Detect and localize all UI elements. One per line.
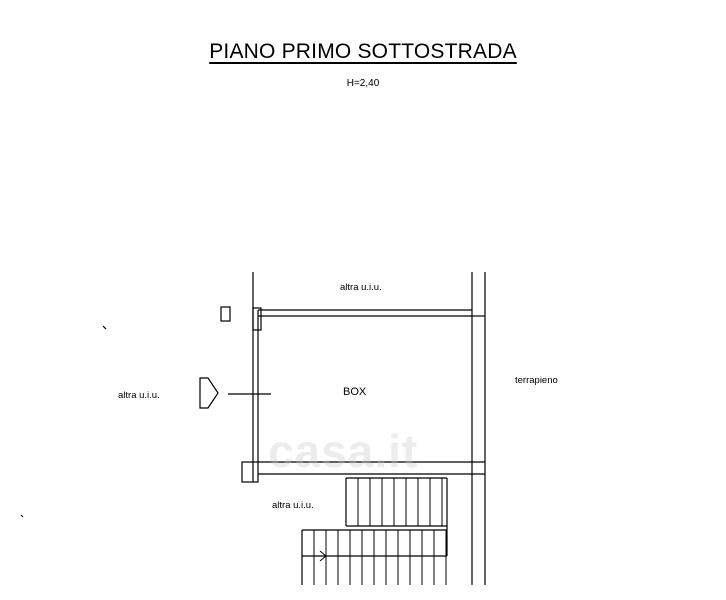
label-top-unit: altra u.i.u. [340, 282, 382, 293]
watermark: casa.it [268, 425, 419, 477]
label-box: BOX [343, 386, 367, 398]
height-note: H=2,40 [346, 78, 380, 89]
label-left-unit: altra u.i.u. [118, 390, 160, 401]
label-bottom-unit: altra u.i.u. [272, 500, 314, 511]
plan-title: PIANO PRIMO SOTTOSTRADA [209, 40, 517, 63]
label-right-fill: terrapieno [515, 375, 558, 386]
